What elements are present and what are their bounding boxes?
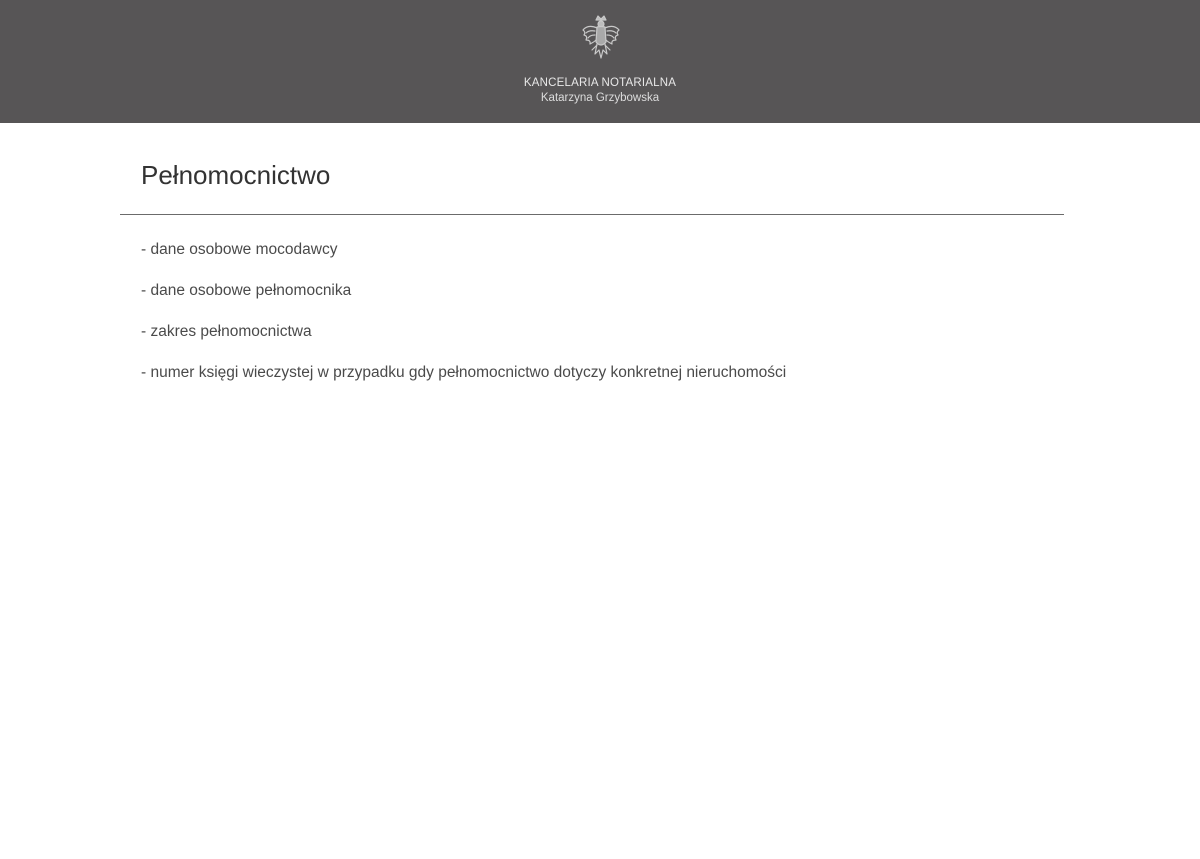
list-item: - zakres pełnomocnictwa	[141, 323, 312, 340]
page-title: Pełnomocnictwo	[141, 160, 331, 190]
site-header	[0, 0, 1200, 123]
requirements-list	[141, 238, 786, 402]
title-divider	[120, 214, 1064, 215]
polish-eagle-emblem-icon[interactable]	[580, 14, 622, 62]
list-item: - dane osobowe mocodawcy	[141, 241, 338, 258]
list-item: - dane osobowe pełnomocnika	[141, 282, 352, 299]
brand-name[interactable]: KANCELARIA NOTARIALNA	[523, 77, 677, 89]
brand-owner-name[interactable]: Katarzyna Grzybowska	[540, 92, 660, 104]
list-item: - numer księgi wieczystej w przypadku gdy pełnomocnictwo dotyczy konkretnej nieruchomości	[141, 364, 787, 381]
